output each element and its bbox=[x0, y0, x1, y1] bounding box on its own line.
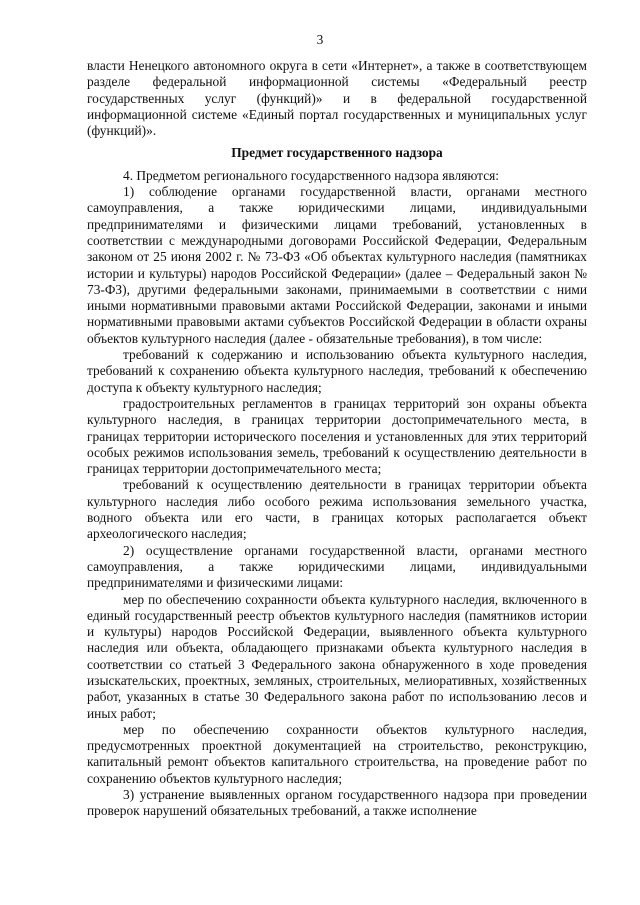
paragraph-continuation: власти Ненецкого автономного округа в сети «Интернет», а также в соответствующем разделе федеральной информационной системы «Федеральный реестр государственных услуг (функций)» и в федеральной государственной информационной системе «Единый портал государственных и муниципальных услуг (функций)». bbox=[87, 58, 587, 139]
paragraph-subitem-3: 3) устранение выявленных органом государственного надзора при проведении проверок нарушений обязательных требований, а также исполнение bbox=[87, 787, 587, 819]
paragraph-design-measures: мер по обеспечению сохранности объектов культурного наследия, предусмотренных проектной документацией на строительство, реконструкцию, капитальный ремонт объектов капитального строительства, на проведение работ по сохранению объектов культурного наследия; bbox=[87, 721, 587, 786]
paragraph-requirements-content: требований к содержанию и использованию объекта культурного наследия, требований к сохранению объекта культурного наследия, требований к обеспечению доступа к объекту культурного наследия; bbox=[87, 347, 587, 395]
paragraph-item-4: 4. Предметом регионального государственного надзора являются: bbox=[123, 167, 500, 183]
paragraph-preservation-measures: мер по обеспечению сохранности объекта культурного наследия, включенного в единый государственный реестр объектов культурного наследия (памятников истории и культуры) народов Российской Федерации, выявленного объекта культурного наследия или объекта, обладающего признаками объекта культурного наследия в соответствии со статьей 3 Федерального закона обнаруженного в ходе проведения изыскательских, проектных, земляных, строительных, мелиоративных, хозяйственных работ, указанных в статье 30 Федерального закона работ по использованию лесов и иных работ; bbox=[87, 591, 587, 721]
document-body bbox=[87, 58, 587, 820]
paragraph-subitem-2: 2) осуществление органами государственной власти, органами местного самоуправления, а также юридическими лицами, индивидуальными предпринимателями и физическими лицами: bbox=[87, 542, 587, 591]
section-heading: Предмет государственного надзора bbox=[231, 145, 443, 161]
paragraph-urban-regulations: градостроительных регламентов в границах территорий зон охраны объекта культурного наследия, в границах территории достопримечательного места, в границах территории исторического поселения и установленных для этих территорий особых режимов использования земель, требований к осуществлению деятельности в границах территории достопримечательного места; bbox=[87, 395, 587, 477]
page-number: 3 bbox=[316, 32, 324, 47]
paragraph-subitem-1: 1) соблюдение органами государственной власти, органами местного самоуправления, а также юридическими лицами, индивидуальными предпринимателями и физическими лицами требований, установленных в соответствии с международными договорами Российской Федерации, Федеральным законом от 25 июня 2002 г. № 73-ФЗ «Об объектах культурного наследия (памятниках истории и культуры) народов Российской Федерации» (далее – Федеральный закон № 73-ФЗ), другими федеральными законами, принимаемыми в соответствии с ними иными нормативными правовыми актами Российской Федерации, законами и иными нормативными правовыми актами субъектов Российской Федерации в области охраны объектов культурного наследия (далее - обязательные требования), в том числе: bbox=[87, 184, 587, 346]
paragraph-activity-requirements: требований к осуществлению деятельности в границах территории объекта культурного наследия либо особого режима использования земельного участка, водного объекта или его части, в границах которых располагается объект археологического наследия; bbox=[87, 477, 587, 542]
